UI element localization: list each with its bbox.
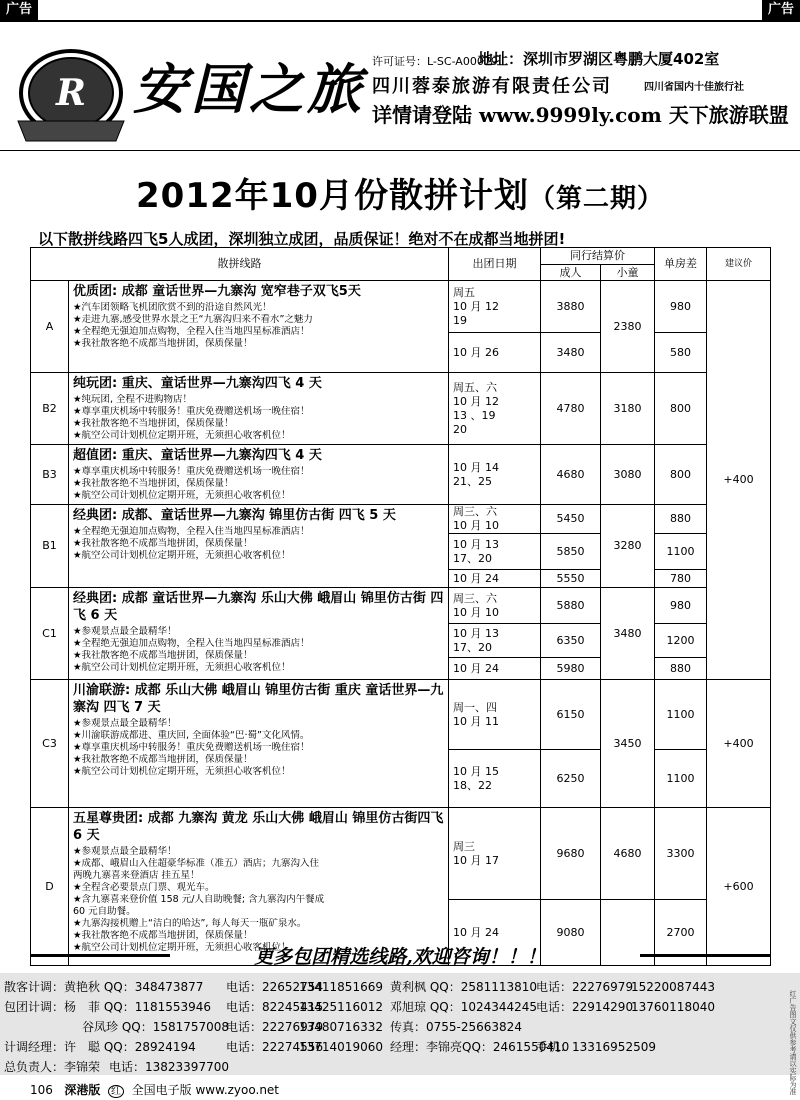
route-code: B3 <box>31 445 69 505</box>
route-feature: 两晚九寨喜来登酒店 挂五星！ <box>73 870 200 881</box>
child-price: 3080 <box>601 445 655 505</box>
route-feature: ★航空公司计划机位定期开班，无须担心收客机位！ <box>73 942 291 953</box>
adult-price: 5980 <box>541 658 601 680</box>
title-issue: （第二期） <box>528 184 664 214</box>
adult-price: 6350 <box>541 624 601 658</box>
adult-price: 6150 <box>541 680 601 750</box>
contact-row <box>4 1037 800 1057</box>
route-feature: ★我社散客绝不成都当地拼团，保质保量！ <box>73 754 253 765</box>
route-feature: ★我社散客绝不成都当地拼团，保质保量！ <box>73 650 253 661</box>
route-details <box>69 505 449 588</box>
contact-field: 电话：22274556 <box>226 1040 324 1054</box>
adult-price: 3480 <box>541 333 601 373</box>
departure-date: 周三、六 10 月 10 <box>449 505 541 534</box>
ad-tag-right: 广告 <box>762 0 800 20</box>
adult-price: 4780 <box>541 373 601 445</box>
side-disclaimer: 红广告图文仅供参考请以实际为准 <box>789 990 797 1095</box>
route-feature: ★尊享重庆机场中转服务！重庆免费赠送机场一晚住宿！ <box>73 466 310 477</box>
departure-date: 10 月 24 <box>449 658 541 680</box>
route-code: B2 <box>31 373 69 445</box>
contacts-panel <box>0 973 800 1075</box>
child-price: 3480 <box>601 588 655 680</box>
table-row <box>31 588 771 624</box>
table-row <box>31 281 771 333</box>
route-code: C1 <box>31 588 69 680</box>
route-code: B1 <box>31 505 69 588</box>
single-supplement: 1100 <box>655 750 707 808</box>
departure-date: 周三、六 10 月 10 <box>449 588 541 624</box>
contact-field: 包团计调：杨 菲 QQ：1181553946 <box>4 1000 212 1014</box>
contact-field: 总负责人：李锦荣 <box>4 1060 101 1074</box>
adult-price: 5850 <box>541 534 601 570</box>
route-feature: 60 元自助餐。 <box>73 906 136 917</box>
route-title: 纯玩团: 重庆、童话世界—九寨沟四飞 4 天 <box>73 376 322 391</box>
contact-field: 13425116012 <box>299 1000 383 1014</box>
single-supplement: 580 <box>655 333 707 373</box>
child-price: 3280 <box>601 505 655 588</box>
child-price: 2380 <box>601 281 655 373</box>
route-details <box>69 588 449 680</box>
route-feature: ★全程绝无强迫加点购物，全程入住当地四星标准酒店！ <box>73 326 310 337</box>
contact-field: 15220087443 <box>631 980 715 994</box>
single-supplement: 980 <box>655 588 707 624</box>
single-supplement: 1100 <box>655 534 707 570</box>
departure-date: 10 月 13 17、20 <box>449 624 541 658</box>
contact-field: 黄利枫 QQ：2581113810 <box>390 980 538 994</box>
route-title: 超值团: 重庆、童话世界—九寨沟四飞 4 天 <box>73 448 322 463</box>
brand-name: 安国之旅 <box>133 57 365 121</box>
contact-field: 散客计调：黄艳秋 QQ：348473877 <box>4 980 204 994</box>
more-routes-banner: 更多包团精选线路,欢迎咨询！！！ <box>254 946 546 968</box>
route-title: 优质团: 成都 童话世界—九寨沟 宽窄巷子双飞5天 <box>73 284 361 299</box>
table-row <box>31 680 771 750</box>
route-feature: ★汽车团领略飞机团欣赏不到的沿途自然风光！ <box>73 302 272 313</box>
child-price: 4680 <box>601 808 655 900</box>
adult-price: 9680 <box>541 808 601 900</box>
route-feature: ★含九寨喜来登价值 158 元/人自助晚餐; 含九寨沟内午餐成 <box>73 894 325 905</box>
route-code: C3 <box>31 680 69 808</box>
contact-field: 手机：13316952509 <box>536 1040 656 1054</box>
route-feature: ★我社散客绝不成都当地拼团，保质保量！ <box>73 538 253 549</box>
header <box>0 26 800 154</box>
header-adult: 成人 <box>541 265 601 281</box>
route-feature: ★走进九寨,感受世界水景之王“九寨沟归来不看水”之魅力 <box>73 314 313 325</box>
route-feature: ★我社散客绝不成都当地拼团，保质保量！ <box>73 930 253 941</box>
contact-field: 电话：22652754 <box>226 980 324 994</box>
route-title: 川渝联游: 成都 乐山大佛 峨眉山 锦里仿古街 重庆 童话世界—九寨沟 四飞 7 天 <box>73 683 444 715</box>
contact-field: 13760118040 <box>631 1000 715 1014</box>
adult-price: 5880 <box>541 588 601 624</box>
route-feature: ★尊享重庆机场中转服务！重庆免费赠送机场一晚住宿！ <box>73 406 310 417</box>
adult-price: 5550 <box>541 570 601 588</box>
single-supplement: 2700 <box>655 900 707 966</box>
departure-date: 周一、四 10 月 11 <box>449 680 541 750</box>
child-price: 3450 <box>601 680 655 808</box>
page-title <box>0 168 800 217</box>
departure-date: 10 月 26 <box>449 333 541 373</box>
page-subtitle: 以下散拼线路四飞5人成团，深圳独立成团，品质保证！绝对不在成都当地拼团! <box>38 230 566 248</box>
route-title: 五星尊贵团: 成都 九寨沟 黄龙 乐山大佛 峨眉山 锦里仿古街四飞 6 天 <box>73 811 444 843</box>
contact-field: 电话：13823397700 <box>109 1060 229 1074</box>
route-feature: ★全程绝无强迫加点购物，全程入住当地四星标准酒店！ <box>73 526 310 537</box>
adult-price: 6250 <box>541 750 601 808</box>
ad-tag-left: 广告 <box>0 0 38 20</box>
departure-date: 10 月 24 <box>449 900 541 966</box>
route-feature: ★航空公司计划机位定期开班，无须担心收客机位！ <box>73 490 291 501</box>
contact-row <box>4 977 800 997</box>
departure-date: 10 月 13 17、20 <box>449 534 541 570</box>
header-rule <box>0 150 800 151</box>
header-suggest: 建议价 <box>707 248 771 281</box>
suggested-markup: +400 <box>707 680 771 808</box>
table-header-row <box>31 248 771 265</box>
route-title: 经典团: 成都、童话世界—九寨沟 锦里仿古街 四飞 5 天 <box>73 508 396 523</box>
contact-field: 计调经理：许 聪 QQ：28924194 <box>4 1040 196 1054</box>
top-rule <box>0 20 800 22</box>
route-code: D <box>31 808 69 966</box>
route-feature: ★我社散客绝不当地拼团，保质保量！ <box>73 418 234 429</box>
header-date: 出团日期 <box>449 248 541 281</box>
footer <box>30 1081 279 1098</box>
single-supplement: 980 <box>655 281 707 333</box>
contact-field: 电话：22914290 <box>536 1000 634 1014</box>
contact-row <box>4 1057 800 1077</box>
suggested-markup: +400 <box>707 281 771 680</box>
child-price: 3180 <box>601 373 655 445</box>
table-row <box>31 373 771 445</box>
departure-date: 周五 10 月 12 19 <box>449 281 541 333</box>
header-child: 小童 <box>601 265 655 281</box>
route-details <box>69 680 449 808</box>
suggested-markup: +600 <box>707 808 771 966</box>
adult-price: 3880 <box>541 281 601 333</box>
page-number: 106 <box>30 1083 53 1097</box>
route-feature: ★全程绝无强迫加点购物，全程入住当地四星标准酒店！ <box>73 638 310 649</box>
header-single: 单房差 <box>655 248 707 281</box>
contact-field: 邓旭琼 QQ：1024344245 <box>390 1000 538 1014</box>
contact-field: 13480716332 <box>299 1020 383 1034</box>
single-supplement: 1100 <box>655 680 707 750</box>
route-feature: ★我社散客绝不成都当地拼团，保质保量！ <box>73 338 253 349</box>
header-price: 同行结算价 <box>541 248 655 265</box>
route-feature: ★全程含必要景点门票、观光车。 <box>73 882 215 893</box>
license-number: 许可证号：L-SC-A00079 <box>372 55 498 68</box>
route-title: 经典团: 成都 童话世界—九寨沟 乐山大佛 峨眉山 锦里仿古街 四飞 6 天 <box>73 591 444 623</box>
single-supplement: 780 <box>655 570 707 588</box>
route-feature: ★航空公司计划机位定期开班，无须担心收客机位！ <box>73 766 291 777</box>
table-row <box>31 505 771 534</box>
route-feature: ★我社散客绝不当地拼团，保质保量！ <box>73 478 234 489</box>
contact-field: 电话：82245415 <box>226 1000 324 1014</box>
svg-text:R: R <box>56 72 86 114</box>
route-feature: ★尊享重庆机场中转服务！重庆免费赠送机场一晚住宿！ <box>73 742 310 753</box>
single-supplement: 880 <box>655 658 707 680</box>
company-name: 四川蓉泰旅游有限责任公司 <box>372 76 612 97</box>
adult-price: 9080 <box>541 900 601 966</box>
route-feature: ★参观景点最全最精华！ <box>73 626 177 637</box>
contact-field: 电话：22276979 <box>536 980 634 994</box>
edition-mark-icon: 红 <box>108 1085 124 1098</box>
departure-date: 10 月 24 <box>449 570 541 588</box>
route-code: A <box>31 281 69 373</box>
header-route: 散拼线路 <box>31 248 449 281</box>
single-supplement: 800 <box>655 373 707 445</box>
route-details <box>69 281 449 373</box>
single-supplement: 1200 <box>655 624 707 658</box>
contact-row <box>4 997 800 1017</box>
departure-date: 10 月 15 18、22 <box>449 750 541 808</box>
route-feature: ★成都、峨眉山入住超豪华标准（准五）酒店；九寨沟入住 <box>73 858 320 869</box>
company-honor: 四川省国内十佳旅行社 <box>644 82 744 93</box>
route-feature: ★九寨沟接机赠上“洁白的哈达”, 每人每天一瓶矿泉水。 <box>73 918 307 929</box>
departure-date: 10 月 14 21、25 <box>449 445 541 505</box>
divider-right <box>640 954 770 957</box>
adult-price: 5450 <box>541 505 601 534</box>
route-details <box>69 373 449 445</box>
single-supplement: 880 <box>655 505 707 534</box>
departure-date: 周五、六 10 月 12 13 、19 20 <box>449 373 541 445</box>
footer-site: 全国电子版 www.zyoo.net <box>131 1083 280 1097</box>
route-feature: ★参观景点最全最精华！ <box>73 846 177 857</box>
contact-field: 电话：22276979 <box>226 1020 324 1034</box>
table-row <box>31 445 771 505</box>
tour-plan-table <box>30 247 771 966</box>
table-row <box>31 808 771 900</box>
title-main: 2012年10月份散拼计划 <box>136 176 529 216</box>
route-feature: ★纯玩团, 全程不进购物店！ <box>73 394 193 405</box>
company-address: 地址：深圳市罗湖区粤鹏大厦402室 <box>478 50 720 68</box>
edition-label: 深港版 <box>64 1083 101 1097</box>
single-supplement: 3300 <box>655 808 707 900</box>
route-feature: ★航空公司计划机位定期开班，无须担心收客机位！ <box>73 430 291 441</box>
contact-field: 13411851669 <box>299 980 383 994</box>
route-feature: ★川渝联游成都进、重庆回, 全面体验“巴·蜀”文化风情。 <box>73 730 310 741</box>
company-logo-icon <box>12 43 130 151</box>
route-feature: ★航空公司计划机位定期开班，无须担心收客机位！ <box>73 550 291 561</box>
route-feature: ★航空公司计划机位定期开班，无须担心收客机位！ <box>73 662 291 673</box>
departure-date: 周三 10 月 17 <box>449 808 541 900</box>
route-details <box>69 445 449 505</box>
contact-field: 13714019060 <box>299 1040 383 1054</box>
contact-row <box>4 1017 800 1037</box>
adult-price: 4680 <box>541 445 601 505</box>
single-supplement: 800 <box>655 445 707 505</box>
contact-field: 经理：李锦亮QQ：2461550410 <box>390 1040 570 1054</box>
contact-field: 传真：0755-25663824 <box>390 1020 522 1034</box>
route-feature: ★参观景点最全最精华！ <box>73 718 177 729</box>
website-line: 详情请登陆 www.9999ly.com 天下旅游联盟 <box>372 103 789 127</box>
contact-field: 谷凤珍 QQ：1581757008 <box>82 1020 230 1034</box>
